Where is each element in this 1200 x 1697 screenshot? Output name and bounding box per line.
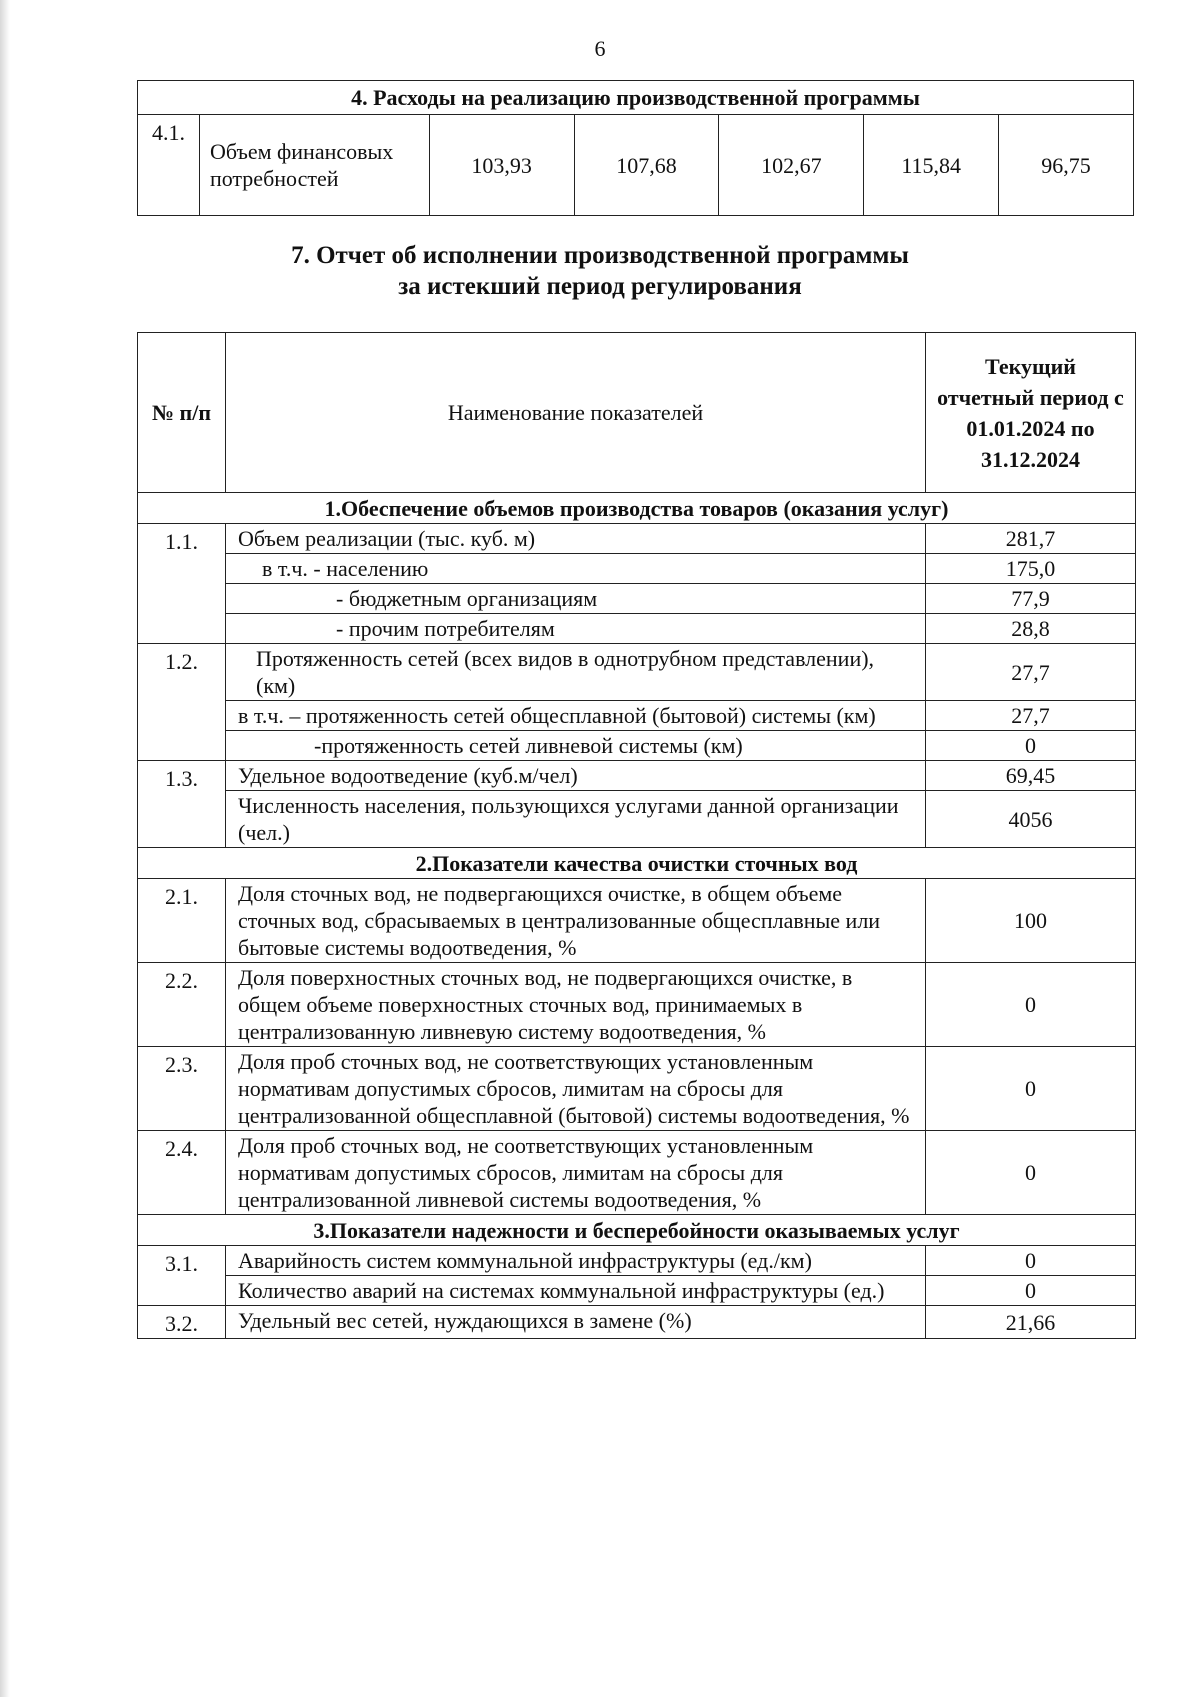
section-row xyxy=(138,493,1136,524)
value-cell: 115,84 xyxy=(864,115,999,216)
expenses-header: 4. Расходы на реализацию производственной программы xyxy=(138,81,1134,115)
indicator-name: Аварийность систем коммунальной инфраструктуры (ед./км) xyxy=(226,1246,926,1276)
value-cell: 103,93 xyxy=(429,115,574,216)
value-cell: 0 xyxy=(926,1047,1136,1131)
column-header-number: № п/п xyxy=(138,333,226,493)
table-row xyxy=(138,554,1136,584)
section-title: 3.Показатели надежности и бесперебойности оказываемых услуг xyxy=(138,1215,1136,1246)
row-number: 2.2. xyxy=(138,963,226,1047)
section-row xyxy=(138,1215,1136,1246)
table-row xyxy=(138,761,1136,791)
indicator-name: Объем финансовых потребностей xyxy=(199,115,429,216)
section-title: 2.Показатели качества очистки сточных вод xyxy=(138,848,1136,879)
indicator-name: - прочим потребителям xyxy=(226,614,926,644)
row-number: 3.2. xyxy=(138,1306,226,1339)
value-cell: 96,75 xyxy=(999,115,1134,216)
value-cell: 175,0 xyxy=(926,554,1136,584)
indicator-name: Протяженность сетей (всех видов в однотрубном представлении), (км) xyxy=(226,644,926,701)
report-table xyxy=(137,332,1136,1339)
indicator-name: Численность населения, пользующихся услугами данной организации (чел.) xyxy=(226,791,926,848)
value-cell: 77,9 xyxy=(926,584,1136,614)
indicator-name: - бюджетным организациям xyxy=(226,584,926,614)
value-cell: 4056 xyxy=(926,791,1136,848)
value-cell: 27,7 xyxy=(926,644,1136,701)
table-row xyxy=(138,644,1136,701)
indicator-name: в т.ч. – протяженность сетей общесплавной (бытовой) системы (км) xyxy=(226,701,926,731)
indicator-name: Объем реализации (тыс. куб. м) xyxy=(226,524,926,554)
indicator-name: Количество аварий на системах коммунальной инфраструктуры (ед.) xyxy=(226,1276,926,1306)
indicator-name: Доля проб сточных вод, не соответствующих установленным нормативам допустимых сбросов, лимитам на сбросы для централизованной ливневой системы водоотведения, % xyxy=(226,1131,926,1215)
value-cell: 0 xyxy=(926,1246,1136,1276)
expenses-table xyxy=(137,80,1134,216)
column-header-period: Текущий отчетный период с 01.01.2024 по 31.12.2024 xyxy=(926,333,1136,493)
section-title: 1.Обеспечение объемов производства товаров (оказания услуг) xyxy=(138,493,1136,524)
table-row xyxy=(138,1047,1136,1131)
table-row xyxy=(138,731,1136,761)
value-cell: 0 xyxy=(926,731,1136,761)
indicator-name: -протяженность сетей ливневой системы (км) xyxy=(226,731,926,761)
table-row xyxy=(138,791,1136,848)
table-row xyxy=(138,1306,1136,1339)
page-number: 6 xyxy=(594,36,606,61)
value-cell: 69,45 xyxy=(926,761,1136,791)
table-row xyxy=(138,879,1136,963)
report-title-line-1: 7. Отчет об исполнении производственной программы xyxy=(291,242,909,269)
header-row xyxy=(138,333,1136,493)
table-row xyxy=(138,614,1136,644)
table-row xyxy=(138,963,1136,1047)
value-cell: 28,8 xyxy=(926,614,1136,644)
table-row xyxy=(138,1131,1136,1215)
row-number: 1.3. xyxy=(138,761,226,848)
report-title-line-2: за истекший период регулирования xyxy=(398,273,802,300)
table-row xyxy=(138,524,1136,554)
row-number: 2.4. xyxy=(138,1131,226,1215)
column-header-name: Наименование показателей xyxy=(226,333,926,493)
indicator-name: в т.ч. - населению xyxy=(226,554,926,584)
value-cell: 100 xyxy=(926,879,1136,963)
row-number: 3.1. xyxy=(138,1246,226,1306)
table-row xyxy=(138,1246,1136,1276)
indicator-name: Доля поверхностных сточных вод, не подвергающихся очистке, в общем объеме поверхностных сточных вод, принимаемых в централизованную ливневую систему водоотведения, % xyxy=(226,963,926,1047)
indicator-name: Удельное водоотведение (куб.м/чел) xyxy=(226,761,926,791)
value-cell: 21,66 xyxy=(926,1306,1136,1339)
table-row xyxy=(138,115,1134,216)
value-cell: 102,67 xyxy=(719,115,864,216)
row-number: 1.2. xyxy=(138,644,226,761)
value-cell: 0 xyxy=(926,963,1136,1047)
row-number: 1.1. xyxy=(138,524,226,644)
value-cell: 27,7 xyxy=(926,701,1136,731)
indicator-name: Доля сточных вод, не подвергающихся очистке, в общем объеме сточных вод, сбрасываемых в централизованные общесплавные или бытовые системы водоотведения, % xyxy=(226,879,926,963)
value-cell: 0 xyxy=(926,1131,1136,1215)
table-row xyxy=(138,584,1136,614)
value-cell: 0 xyxy=(926,1276,1136,1306)
table-row xyxy=(138,1276,1136,1306)
row-number: 2.3. xyxy=(138,1047,226,1131)
expenses-header-row xyxy=(138,81,1134,115)
indicator-name: Доля проб сточных вод, не соответствующих установленным нормативам допустимых сбросов, лимитам на сбросы для централизованной общесплавной (бытовой) системы водоотведения, % xyxy=(226,1047,926,1131)
report-title xyxy=(0,240,1200,302)
table-row xyxy=(138,701,1136,731)
value-cell: 281,7 xyxy=(926,524,1136,554)
section-row xyxy=(138,848,1136,879)
row-number: 4.1. xyxy=(138,115,200,216)
indicator-name: Удельный вес сетей, нуждающихся в замене (%) xyxy=(226,1306,926,1339)
row-number: 2.1. xyxy=(138,879,226,963)
value-cell: 107,68 xyxy=(574,115,719,216)
